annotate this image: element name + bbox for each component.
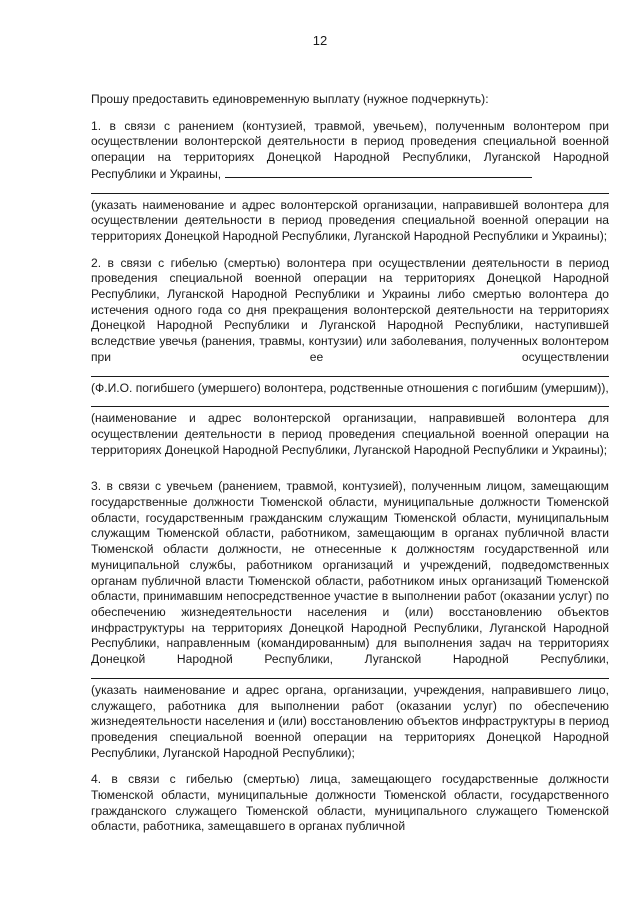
item-1-blank-field[interactable] (91, 183, 609, 194)
item-1-inline-blank-field[interactable] (225, 166, 532, 178)
item-2-text: 2. в связи с гибелью (смертью) волонтера при осуществлении деятельности в период проведения специальной военной операции на территориях Донецкой Народной Республики, Луганской Народной Республики и Украины либо смертью волонтера до истечения одного года со дня прекращения волонтерской деятельности на территориях Донецкой Народной Республики и Луганской Народной Республики, наступившей вследствие увечья (ранения, травмы, контузии) или заболевания, полученных волонтером при ее осуществлении (91, 255, 609, 364)
item-3-blank-field[interactable] (91, 668, 609, 679)
item-1-note: (указать наименование и адрес волонтерской организации, направившей волонтера для осуществлении деятельности в период проведения специальной военной операции на территориях Донецкой Народной Республики, Луганской Народной Республики и Украины); (91, 197, 609, 243)
item-1-text (91, 119, 609, 183)
page-number: 12 (312, 33, 328, 48)
item-1-body: 1. в связи с ранением (контузией, травмой, увечьем), полученным волонтером при осуществлении волонтерской деятельности в период проведения специальной военной операции на территориях Донецкой Народной Республики, Луганской Народной Республики и Украины, (91, 118, 609, 181)
item-2-note-2: (наименование и адрес волонтерской организации, направившей волонтера для осуществлении деятельности в период проведения специальной военной операции на территориях Донецкой Народной Республики, Луганской Народной Республики и Украины); (91, 411, 609, 457)
item-2-note-1: (Ф.И.О. погибшего (умершего) волонтера, родственные отношения с погибшим (умершим)), (91, 380, 609, 395)
item-3-text: 3. в связи с увечьем (ранением, травмой, контузией), полученным лицом, замещающим государственные должности Тюменской области, муниципальные должности Тюменской области, государственным гражданским служащим Тюменской области, муниципальным служащим Тюменской области, работником, замещающим в органах публичной власти Тюменской области должности, не отнесенные к должностям государственной или муниципальной службы, работником организаций и учреждений, подведомственных органам публичной власти Тюменской области, работником иных организаций Тюменской области, принимавшим непосредственное участие в выполнении работ (оказании услуг) по обеспечению жизнедеятельности населения и (или) восстановлению объектов инфраструктуры на территориях Донецкой Народной Республики, Луганской Народной Республики, направленным (командированным) для выполнения задач на территориях Донецкой Народной Республики, Луганской Народной Республики, (91, 479, 609, 667)
item-2-blank-field-1[interactable] (91, 366, 609, 377)
item-4-text: 4. в связи с гибелью (смертью) лица, замещающего государственные должности Тюменской области, муниципальные должности Тюменской области, государственного гражданского служащего Тюменской области, муниципального служащего Тюменской области, работника, замещавшего в органах публичной (91, 772, 609, 834)
item-2-blank-field-2[interactable] (91, 396, 609, 407)
item-3-note: (указать наименование и адрес органа, организации, учреждения, направившего лицо, служащего, работника для выполнении работ (оказании услуг) по обеспечению жизнедеятельности населения и (или) восстановлению объектов инфраструктуры в период проведения специальной военной операции на территориях Донецкой Народной Республики, Луганской Народной Республики); (91, 682, 609, 760)
intro-text: Прошу предоставить единовременную выплату (нужное подчеркнуть): (91, 92, 489, 106)
document-body (91, 92, 609, 835)
